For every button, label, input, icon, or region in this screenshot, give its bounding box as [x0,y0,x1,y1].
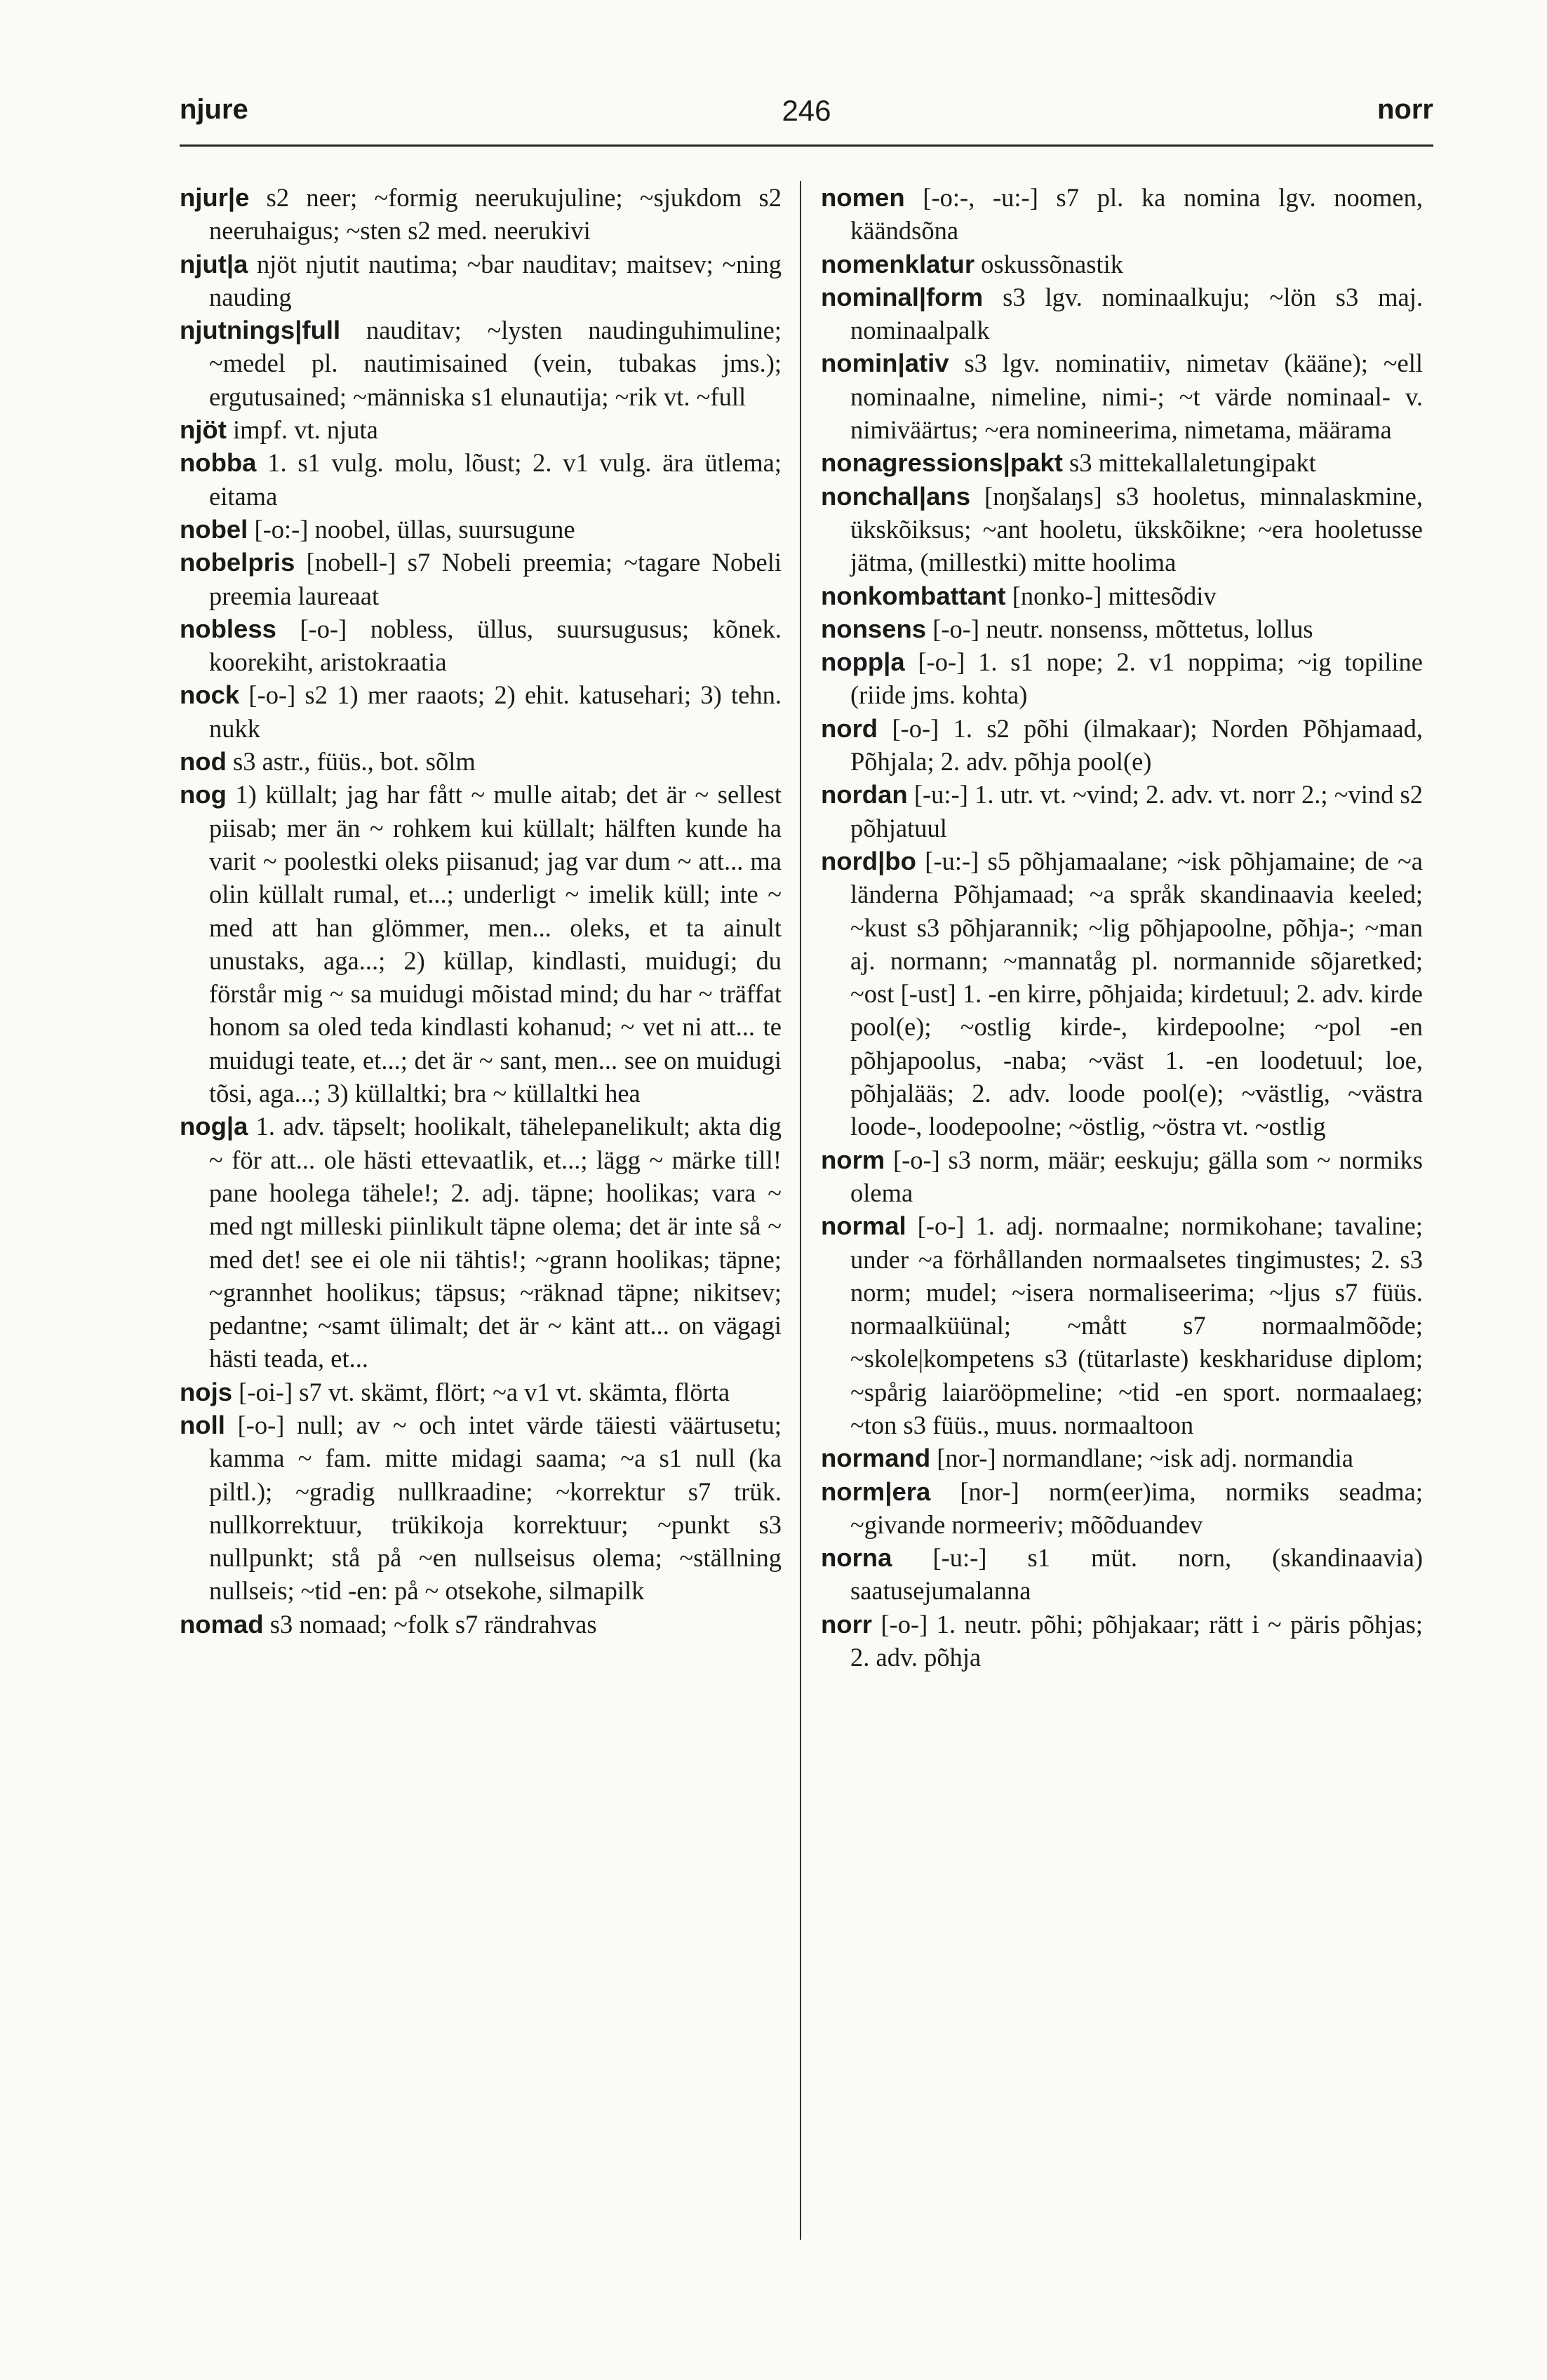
entry-definition: s3 lgv. nominatiiv, nimetav (kääne); ~ell nominaalne, nimeline, nimi-; ~t värde nominaal- v. nimiväärtus; ~era nomineerima, nimetama, määrama [850,349,1423,445]
entry-headword: normal [821,1211,906,1241]
entry-definition: s3 lgv. nominaalkuju; ~lön s3 maj. nominaalpalk [850,282,1423,345]
entry-definition: s3 mittekallaletungipakt [1062,448,1316,478]
entry-definition: [-o:-] noobel, üllas, suursugune [248,514,575,544]
entry-definition: 1. s1 vulg. molu, lõust; 2. v1 vulg. ära ütlema; eitama [209,448,782,511]
header-rule [180,144,1433,147]
entry-definition: s3 nomaad; ~folk s7 rändrahvas [263,1609,597,1639]
entry-definition: [-o-] s3 norm, määr; eeskuju; gälla som ~ normiks olema [850,1145,1423,1207]
dictionary-entry [821,579,1423,612]
entry-headword: nonsens [821,614,927,643]
dictionary-entry [821,1541,1423,1608]
entry-headword: nonagressions|pakt [821,448,1063,478]
entry-definition: [-o-] 1. s2 põhi (ilmakaar); Norden Põhjamaad, Põhjala; 2. adv. põhja pool(e) [850,713,1423,776]
entry-headword: nominal|form [821,282,984,311]
entry-definition: [-o:-, -u:-] s7 pl. ka nomina lgv. noomen, käändsõna [850,183,1423,246]
entry-headword: noll [180,1410,225,1439]
dictionary-entry [180,1110,782,1375]
entry-headword: norna [821,1543,892,1573]
entry-definition: njöt njutit nautima; ~bar nauditav; maitsev; ~ning nauding [209,249,782,311]
entry-definition: [-u:-] s5 põhjamaalane; ~isk põhjamaine; de ~a länderna Põhjamaad; ~a språk skandinaavia keeled; ~kust s3 põhjarannik; ~lig põhjapoolne, põhja-; ~man aj. normann; ~mannatåg pl. normannide sõjaretked; ~ost [-ust] 1. -en kirre, põhjaida; kirdetuul; 2. adv. kirde pool(e); ~ostlig kirde-, kirdepoolne; ~pol -en põhjapoolus, -naba; ~väst 1. -en loodetuul; loe, põhjalääs; 2. adv. loode pool(e); ~västlig, ~västra loode-, loodepoolne; ~östlig, ~östra vt. ~ostlig [850,846,1423,1141]
entry-headword: nopp|a [821,647,905,677]
entry-headword: njutnings|full [180,316,341,345]
dictionary-entry [821,612,1423,645]
entry-headword: nomen [821,183,905,212]
entry-headword: njut|a [180,249,248,278]
dictionary-entry [821,181,1423,248]
entry-headword: norm|era [821,1477,931,1506]
entry-headword: nomin|ativ [821,349,949,378]
entry-definition: [nobell-] s7 Nobeli preemia; ~tagare Nobeli preemia laureaat [209,548,782,610]
dictionary-entry [180,1408,782,1608]
entry-headword: nobless [180,614,276,643]
dictionary-entry [180,546,782,612]
entry-headword: nomad [180,1609,264,1639]
header-left-guideword: njure [180,94,248,125]
entry-definition: [-oi-] s7 vt. skämt, flört; ~a v1 vt. skämta, flörta [232,1377,730,1406]
entry-headword: nobba [180,448,257,478]
dictionary-entry [821,248,1423,281]
entry-headword: norm [821,1145,885,1174]
entry-definition: s3 astr., füüs., bot. sõlm [226,747,476,776]
entry-headword: nord|bo [821,846,916,875]
entry-headword: nog|a [180,1112,248,1141]
entry-definition: [-o-] 1. adj. normaalne; normikohane; tavaline; under ~a förhållanden normaalsetes tingimustes; 2. s3 norm; mudel; ~isera normaliseerima; ~ljus s7 füüs. normaalküünal; ~mått s7 normaalmõõde; ~skole|kompetens s3 (tütarlaste) keskhariduse diplom; ~spårig laiarööpmeline; ~tid -en sport. normaalaeg; ~ton s3 füüs., muus. normaaltoon [850,1211,1423,1439]
entry-definition: [-o-] 1. neutr. põhi; põhjakaar; rätt i ~ päris põhjas; 2. adv. põhja [850,1609,1423,1672]
entry-headword: nonchal|ans [821,481,971,511]
dictionary-entry [821,281,1423,347]
dictionary-entry [821,645,1423,712]
entry-definition: [-o-] s2 1) mer raaots; 2) ehit. katusehari; 3) tehn. nukk [209,680,782,743]
entry-definition: [-u:-] s1 müt. norn, (skandinaavia) saatusejumalanna [850,1543,1423,1606]
entry-headword: nordan [821,780,908,809]
entry-headword: nobelpris [180,548,295,577]
entry-definition: 1) küllalt; jag har fått ~ mulle aitab; det är ~ sellest piisab; mer än ~ rohkem kui küllalt; hälften kunde ha varit ~ poolestki oleks piisanud; jag var dum ~ att... ma olin küllalt rumal, et...; underligt ~ imelik küll; inte ~ med att han glömmer, men... oleks, et ta ainult unustaks, aga...; 2) küllap, kindlasti, muidugi; du förstår mig ~ sa muidugi mõistad mind; du har ~ träffat honom sa oled teda kindlasti kohanud; ~ vet ni att... te muidugi teate, et...; det är ~ sant, men... see on muidugi tõsi, aga...; 3) küllaltki; bra ~ küllaltki hea [209,780,782,1108]
entry-definition: nauditav; ~lysten naudinguhimuline; ~medel pl. nautimisained (vein, tubakas jms.); ergutusained; ~människa s1 elunautija; ~rik vt. ~full [209,316,782,411]
dictionary-entry [821,1209,1423,1441]
dictionary-entry [180,612,782,679]
dictionary-entry [821,347,1423,446]
dictionary-entry [821,1441,1423,1474]
dictionary-entry [180,181,782,248]
dictionary-entry [821,712,1423,779]
page-header [180,90,1433,139]
entry-definition: [-o-] nobless, üllus, suursugusus; kõnek. koorekiht, aristokraatia [209,614,782,677]
entry-definition: [nor-] norm(eer)ima, normiks seadma; ~givande normeeriv; mõõduandev [850,1477,1423,1539]
entry-definition: oskussõnastik [975,249,1123,278]
dictionary-entry [180,778,782,1110]
page-number: 246 [782,94,831,127]
entry-definition: impf. vt. njuta [226,415,378,445]
header-right-guideword: norr [1377,94,1433,125]
dictionary-entry [180,1376,782,1408]
dictionary-entry [180,248,782,314]
dictionary-entry [180,745,782,778]
dictionary-entry [180,513,782,546]
entry-headword: nock [180,680,240,710]
dictionary-entry [821,1143,1423,1210]
entry-definition: [-o-] 1. s1 nope; 2. v1 noppima; ~ig topiline (riide jms. kohta) [850,647,1423,710]
dictionary-entry [180,678,782,745]
right-column [821,181,1423,2348]
entry-headword: nod [180,747,227,776]
dictionary-entry [821,1475,1423,1542]
entry-definition: [-o-] neutr. nonsenss, mõttetus, lollus [926,614,1313,643]
entry-definition: [noŋšalaŋs] s3 hooletus, minnalaskmine, ükskõiksus; ~ant hooletu, ükskõikne; ~era hooletusse jätma, (millestki) mitte hoolima [850,481,1423,577]
entry-headword: njöt [180,415,227,445]
entry-headword: nojs [180,1377,233,1406]
dictionary-entry [821,845,1423,1143]
left-column [180,181,782,2348]
entry-definition: [-o-] null; av ~ och intet värde täiesti väärtusetu; kamma ~ fam. mitte midagi saama; ~a s1 null (ka piltl.); ~gradig nullkraadine; ~korrektur s7 trük. nullkorrektuur, trükikoja korrektuur; ~punkt s3 nullpunkt; stå på ~en nullseisus olema; ~ställning nullseis; ~tid -en: på ~ otsekohe, silmapilk [209,1410,782,1606]
entry-headword: njur|e [180,183,250,212]
dictionary-entry [821,446,1423,479]
entry-headword: normand [821,1444,931,1473]
dictionary-entry [180,314,782,413]
entry-definition: [-u:-] 1. utr. vt. ~vind; 2. adv. vt. norr 2.; ~vind s2 põhjatuul [850,780,1423,842]
dictionary-entry [180,413,782,446]
entry-definition: s2 neer; ~formig neerukujuline; ~sjukdom s2 neeruhaigus; ~sten s2 med. neerukivi [209,183,782,246]
dictionary-entry [821,778,1423,845]
dictionary-entry [180,446,782,513]
entry-headword: nomenklatur [821,249,975,278]
entry-headword: nonkombattant [821,581,1006,610]
entry-headword: norr [821,1609,872,1639]
entry-definition: 1. adv. täpselt; hoolikalt, tähelepanelikult; akta dig ~ för att... ole hästi ettevaatlik, et...; lägg ~ märke till! pane hoolega tähele!; 2. adj. täpne; hoolikas; vara ~ med ngt milleski piinlikult täpne olema; det är inte så ~ med det! see ei ole nii tähtis!; ~grann hoolikas; täpne; ~grannhet hoolikus; täpsus; ~räknad täpne; nikitsev; pedantne; ~samt ülimalt; det är ~ känt att... on vägagi hästi teada, et... [209,1112,782,1373]
entry-definition: [nor-] normandlane; ~isk adj. normandia [930,1444,1353,1473]
column-divider [800,181,801,2240]
dictionary-entry [821,480,1423,579]
entry-headword: nobel [180,514,248,544]
entry-headword: nog [180,780,227,809]
entry-definition: [nonko-] mittesõdiv [1005,581,1217,610]
entry-headword: nord [821,713,878,743]
dictionary-entry [821,1608,1423,1674]
dictionary-entry [180,1608,782,1641]
